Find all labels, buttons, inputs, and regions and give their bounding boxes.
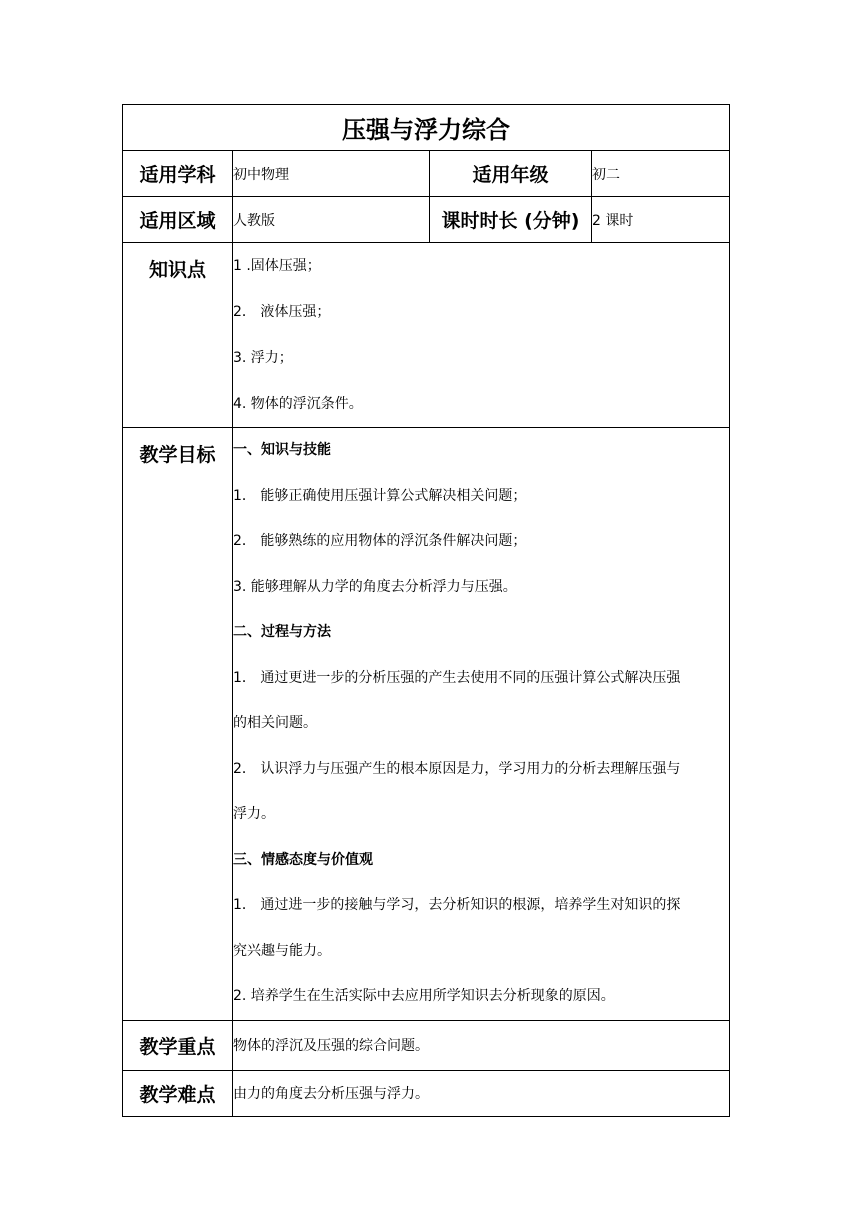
- knowledge-item: 3. 浮力；: [233, 350, 293, 366]
- document-title: 压强与浮力综合: [123, 105, 730, 151]
- objective-line: 的相关问题。: [233, 715, 317, 731]
- grade-value: 初二: [592, 151, 730, 197]
- region-label: 适用区域: [123, 197, 233, 243]
- difficulties-value: 由力的角度去分析压强与浮力。: [233, 1070, 730, 1116]
- region-value: 人教版: [233, 197, 430, 243]
- knowledge-item: 1 .固体压强；: [233, 258, 321, 274]
- lesson-plan-table: [122, 104, 730, 1117]
- key-points-value: 物体的浮沉及压强的综合问题。: [233, 1020, 730, 1070]
- objective-line: 浮力。: [233, 806, 275, 822]
- objective-section-heading: 三、情感态度与价值观: [233, 851, 373, 868]
- objective-line: 究兴趣与能力。: [233, 942, 331, 959]
- knowledge-item: 2． 液体压强；: [233, 304, 331, 320]
- objective-line: 2． 能够熟练的应用物体的浮沉条件解决问题；: [233, 533, 527, 549]
- subject-label: 适用学科: [123, 151, 233, 197]
- objective-line: 1． 通过更进一步的分析压强的产生去使用不同的压强计算公式解决压强: [233, 669, 681, 686]
- objective-section-heading: 二、过程与方法: [233, 624, 331, 640]
- objectives-content: [233, 428, 730, 1021]
- knowledge-item: 4. 物体的浮沉条件。: [233, 396, 363, 412]
- subject-value: 初中物理: [233, 151, 430, 197]
- difficulties-label: 教学难点: [123, 1070, 233, 1116]
- objective-line: 2． 认识浮力与压强产生的根本原因是力，学习用力的分析去理解压强与: [233, 760, 681, 777]
- objective-line: 1． 通过进一步的接触与学习，去分析知识的根源，培养学生对知识的探: [233, 897, 681, 913]
- knowledge-label: 知识点: [123, 243, 233, 428]
- grade-label: 适用年级: [430, 151, 592, 197]
- knowledge-list: [233, 243, 730, 428]
- objective-line: 3. 能够理解从力学的角度去分析浮力与压强。: [233, 578, 517, 595]
- duration-label: 课时时长 (分钟): [430, 197, 592, 243]
- duration-value: 2 课时: [592, 197, 730, 243]
- objective-line: 1． 能够正确使用压强计算公式解决相关问题；: [233, 487, 527, 504]
- objective-line: 2. 培养学生在生活实际中去应用所学知识去分析现象的原因。: [233, 988, 615, 1004]
- objectives-label: 教学目标: [123, 428, 233, 1021]
- objective-section-heading: 一、知识与技能: [233, 442, 331, 458]
- key-points-label: 教学重点: [123, 1020, 233, 1070]
